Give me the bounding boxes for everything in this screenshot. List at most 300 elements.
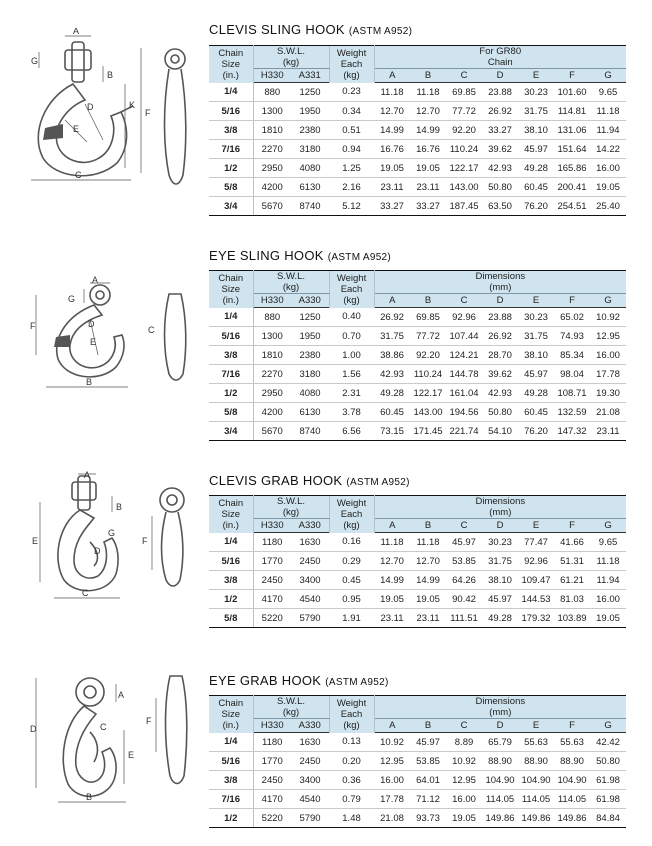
table-cell: 2270 — [253, 140, 291, 159]
table-cell: 2270 — [253, 365, 291, 384]
table-cell: 61.98 — [590, 771, 626, 790]
table-cell: 30.23 — [518, 83, 554, 102]
table-cell: 114.81 — [554, 102, 590, 121]
table-cell: 1/2 — [209, 809, 253, 828]
table-row — [209, 809, 626, 828]
table-cell: 1/2 — [209, 384, 253, 403]
eye-sling-label-e: E — [90, 337, 97, 347]
table-cell: 2450 — [291, 752, 329, 771]
table-cell: 2380 — [291, 346, 329, 365]
table-cell: 53.85 — [446, 552, 482, 571]
clevis-sling-label-e: E — [73, 124, 80, 134]
table-cell: 1.48 — [329, 809, 374, 828]
section-standard: (ASTM A952) — [348, 26, 413, 37]
dim-col-header: D — [482, 69, 518, 83]
table-cell: 54.10 — [482, 422, 518, 441]
table-cell: 23.11 — [410, 609, 446, 628]
table-cell: 42.93 — [482, 384, 518, 403]
table-cell: 19.05 — [410, 159, 446, 178]
clevis-grab-label-e: E — [32, 536, 39, 546]
table-cell: 19.05 — [410, 590, 446, 609]
table-cell: 69.85 — [410, 308, 446, 327]
table-cell: 165.86 — [554, 159, 590, 178]
table-cell: 38.86 — [374, 346, 410, 365]
table-cell: 880 — [253, 83, 291, 102]
table-cell: 4200 — [253, 403, 291, 422]
table-cell: 1250 — [291, 308, 329, 327]
table-cell: 12.70 — [374, 552, 410, 571]
table-cell: 108.71 — [554, 384, 590, 403]
table-cell: 16.76 — [410, 140, 446, 159]
chain-size-header: Chain Size (in.) — [209, 496, 253, 533]
swl-header: S.W.L. (kg) — [253, 496, 329, 519]
table-cell: 3400 — [291, 771, 329, 790]
eye-grab-hook-side-view — [140, 672, 195, 792]
table-cell: 5220 — [253, 609, 291, 628]
swl-col-header: A330 — [291, 519, 329, 533]
table-cell: 23.11 — [374, 178, 410, 197]
section-standard: (ASTM A952) — [327, 252, 392, 263]
table-cell: 26.92 — [482, 327, 518, 346]
table-cell: 30.23 — [518, 308, 554, 327]
eye-sling-label-c: C — [148, 325, 155, 335]
table-cell: 179.32 — [518, 609, 554, 628]
table-cell: 4540 — [291, 590, 329, 609]
swl-col-header: H330 — [253, 719, 291, 733]
swl-col-header: A330 — [291, 294, 329, 308]
swl-col-header: A331 — [291, 69, 329, 83]
table-cell: 50.80 — [482, 403, 518, 422]
eye-sling-label-d: D — [88, 319, 95, 329]
table-cell: 45.97 — [518, 140, 554, 159]
table-cell: 92.20 — [446, 121, 482, 140]
table-cell: 14.99 — [374, 121, 410, 140]
table-cell: 104.90 — [554, 771, 590, 790]
table-cell: 7/16 — [209, 140, 253, 159]
table-cell: 2380 — [291, 121, 329, 140]
table-cell: 17.78 — [590, 365, 626, 384]
table-cell: 8.89 — [446, 733, 482, 752]
table-cell: 104.90 — [518, 771, 554, 790]
table-cell: 0.16 — [329, 533, 374, 552]
table-row — [209, 790, 626, 809]
table-cell: 88.90 — [518, 752, 554, 771]
dim-col-header: G — [590, 719, 626, 733]
table-cell: 143.00 — [446, 178, 482, 197]
dim-col-header: F — [554, 719, 590, 733]
table-cell: 0.23 — [329, 83, 374, 102]
table-cell: 49.28 — [518, 159, 554, 178]
table-cell: 5790 — [291, 809, 329, 828]
dimensions-header: Dimensions (mm) — [374, 496, 626, 519]
table-cell: 1950 — [291, 327, 329, 346]
table-cell: 69.85 — [446, 83, 482, 102]
table-cell: 0.79 — [329, 790, 374, 809]
table-cell: 1810 — [253, 346, 291, 365]
table-cell: 26.92 — [374, 308, 410, 327]
table-cell: 38.10 — [482, 571, 518, 590]
section-title-text: EYE GRAB HOOK — [209, 673, 322, 688]
table-cell: 77.72 — [410, 327, 446, 346]
table-cell: 16.00 — [590, 346, 626, 365]
table-cell: 8740 — [291, 422, 329, 441]
table-cell: 3/8 — [209, 121, 253, 140]
table-cell: 122.17 — [410, 384, 446, 403]
table-cell: 12.95 — [374, 752, 410, 771]
table-cell: 11.18 — [590, 102, 626, 121]
eye-grab-label-d: D — [30, 724, 37, 734]
table-cell: 12.70 — [410, 552, 446, 571]
table-cell: 33.27 — [482, 121, 518, 140]
table-cell: 1/2 — [209, 590, 253, 609]
table-cell: 1300 — [253, 327, 291, 346]
dim-col-header: E — [518, 519, 554, 533]
table-cell: 16.00 — [590, 159, 626, 178]
dim-col-header: A — [374, 294, 410, 308]
table-cell: 144.78 — [446, 365, 482, 384]
table-cell: 23.11 — [374, 609, 410, 628]
eye-grab-label-a: A — [118, 690, 125, 700]
clevis-grab-label-g: G — [108, 528, 116, 538]
table-cell: 2.16 — [329, 178, 374, 197]
table-cell: 64.01 — [410, 771, 446, 790]
table-cell: 92.20 — [410, 346, 446, 365]
dim-col-header: A — [374, 69, 410, 83]
table-cell: 1180 — [253, 733, 291, 752]
table-cell: 5/16 — [209, 552, 253, 571]
table-cell: 45.97 — [482, 590, 518, 609]
table-cell: 16.00 — [590, 590, 626, 609]
table-cell: 11.18 — [590, 552, 626, 571]
table-cell: 11.18 — [374, 533, 410, 552]
table-cell: 111.51 — [446, 609, 482, 628]
dim-col-header: B — [410, 519, 446, 533]
table-cell: 6.56 — [329, 422, 374, 441]
dim-col-header: E — [518, 69, 554, 83]
eye-grab-label-b: B — [86, 792, 93, 802]
table-cell: 19.05 — [374, 159, 410, 178]
table-cell: 50.80 — [482, 178, 518, 197]
table-cell: 31.75 — [482, 552, 518, 571]
table-cell: 4200 — [253, 178, 291, 197]
table-cell: 76.20 — [518, 422, 554, 441]
table-cell: 33.27 — [374, 197, 410, 216]
table-cell: 88.90 — [554, 752, 590, 771]
table-cell: 5/16 — [209, 327, 253, 346]
clevis-grab-label-d: D — [94, 546, 101, 556]
table-cell: 221.74 — [446, 422, 482, 441]
table-cell: 4080 — [291, 159, 329, 178]
clevis-sling-label-d: D — [87, 102, 94, 112]
table-row — [209, 771, 626, 790]
table-cell: 77.47 — [518, 533, 554, 552]
table-cell: 2450 — [253, 771, 291, 790]
table-cell: 187.45 — [446, 197, 482, 216]
table-cell: 63.50 — [482, 197, 518, 216]
table-cell: 4170 — [253, 590, 291, 609]
table-cell: 49.28 — [374, 384, 410, 403]
table-cell: 11.18 — [410, 83, 446, 102]
table-cell: 16.00 — [374, 771, 410, 790]
table-cell: 5670 — [253, 197, 291, 216]
table-cell: 31.75 — [518, 327, 554, 346]
table-cell: 0.34 — [329, 102, 374, 121]
table-cell: 84.84 — [590, 809, 626, 828]
chain-size-header: Chain Size (in.) — [209, 696, 253, 733]
table-cell: 3.78 — [329, 403, 374, 422]
table-cell: 122.17 — [446, 159, 482, 178]
table-cell: 104.90 — [482, 771, 518, 790]
table-cell: 5790 — [291, 609, 329, 628]
eye-grab-label-e: E — [128, 750, 135, 760]
table-cell: 31.75 — [374, 327, 410, 346]
table-cell: 3400 — [291, 571, 329, 590]
table-cell: 171.45 — [410, 422, 446, 441]
table-cell: 45.97 — [518, 365, 554, 384]
table-cell: 14.99 — [410, 571, 446, 590]
table-cell: 0.51 — [329, 121, 374, 140]
table-cell: 7/16 — [209, 790, 253, 809]
table-cell: 1630 — [291, 733, 329, 752]
table-cell: 110.24 — [446, 140, 482, 159]
table-cell: 1.25 — [329, 159, 374, 178]
table-cell: 45.97 — [446, 533, 482, 552]
eye-sling-label-a: A — [92, 275, 99, 285]
table-cell: 0.13 — [329, 733, 374, 752]
table-cell: 3/8 — [209, 771, 253, 790]
clevis-sling-label-g: G — [31, 56, 39, 66]
table-cell: 55.63 — [518, 733, 554, 752]
table-cell: 21.08 — [590, 403, 626, 422]
table-cell: 92.96 — [446, 308, 482, 327]
dim-col-header: F — [554, 519, 590, 533]
table-cell: 2450 — [291, 552, 329, 571]
table-cell: 93.73 — [410, 809, 446, 828]
dim-col-header: C — [446, 719, 482, 733]
dim-col-header: B — [410, 69, 446, 83]
table-cell: 149.86 — [482, 809, 518, 828]
table-cell: 107.44 — [446, 327, 482, 346]
table-cell: 28.70 — [482, 346, 518, 365]
swl-col-header: H330 — [253, 294, 291, 308]
table-cell: 41.66 — [554, 533, 590, 552]
table-cell: 45.97 — [410, 733, 446, 752]
table-cell: 194.56 — [446, 403, 482, 422]
table-cell: 1/2 — [209, 159, 253, 178]
table-cell: 1/4 — [209, 733, 253, 752]
table-cell: 114.05 — [554, 790, 590, 809]
table-cell: 1770 — [253, 552, 291, 571]
table-cell: 30.23 — [482, 533, 518, 552]
table-cell: 110.24 — [410, 365, 446, 384]
table-cell: 109.47 — [518, 571, 554, 590]
table-cell: 12.95 — [590, 327, 626, 346]
table-row — [209, 752, 626, 771]
table-cell: 2.31 — [329, 384, 374, 403]
table-cell: 73.15 — [374, 422, 410, 441]
dim-col-header: B — [410, 294, 446, 308]
chain-size-header: Chain Size (in.) — [209, 46, 253, 83]
section-standard: (ASTM A952) — [325, 677, 389, 688]
swl-header: S.W.L. (kg) — [253, 696, 329, 719]
swl-col-header: H330 — [253, 69, 291, 83]
table-cell: 147.32 — [554, 422, 590, 441]
table-cell: 10.92 — [374, 733, 410, 752]
table-cell: 1250 — [291, 83, 329, 102]
clevis-grab-label-c: C — [82, 588, 89, 598]
table-cell: 14.22 — [590, 140, 626, 159]
table-cell: 5/8 — [209, 403, 253, 422]
table-cell: 161.04 — [446, 384, 482, 403]
dim-col-header: B — [410, 719, 446, 733]
dim-col-header: C — [446, 519, 482, 533]
table-cell: 149.86 — [518, 809, 554, 828]
table-cell: 42.42 — [590, 733, 626, 752]
table-cell: 1.00 — [329, 346, 374, 365]
table-cell: 143.00 — [410, 403, 446, 422]
table-cell: 144.53 — [518, 590, 554, 609]
table-cell: 5220 — [253, 809, 291, 828]
table-cell: 25.40 — [590, 197, 626, 216]
table-cell: 12.70 — [374, 102, 410, 121]
table-cell: 77.72 — [446, 102, 482, 121]
table-cell: 38.10 — [518, 346, 554, 365]
table-cell: 9.65 — [590, 533, 626, 552]
table-cell: 60.45 — [518, 403, 554, 422]
dim-col-header: C — [446, 69, 482, 83]
table-cell: 0.20 — [329, 752, 374, 771]
table-cell: 65.79 — [482, 733, 518, 752]
table-cell: 12.95 — [446, 771, 482, 790]
dim-col-header: A — [374, 719, 410, 733]
weight-header: Weight Each (kg) — [329, 271, 374, 308]
table-cell: 880 — [253, 308, 291, 327]
table-cell: 4080 — [291, 384, 329, 403]
weight-header: Weight Each (kg) — [329, 496, 374, 533]
table-cell: 14.99 — [410, 121, 446, 140]
eye-sling-label-b: B — [86, 377, 93, 387]
table-cell: 92.96 — [518, 552, 554, 571]
table-cell: 85.34 — [554, 346, 590, 365]
table-cell: 5/16 — [209, 102, 253, 121]
table-cell: 98.04 — [554, 365, 590, 384]
table-cell: 5/8 — [209, 178, 253, 197]
table-cell: 132.59 — [554, 403, 590, 422]
table-cell: 0.29 — [329, 552, 374, 571]
table-cell: 0.45 — [329, 571, 374, 590]
dimensions-header: Dimensions (mm) — [374, 271, 626, 294]
table-cell: 1/4 — [209, 533, 253, 552]
clevis-sling-label-f: F — [145, 108, 151, 118]
table-cell: 0.95 — [329, 590, 374, 609]
table-cell: 6130 — [291, 178, 329, 197]
table-cell: 65.02 — [554, 308, 590, 327]
table-cell: 88.90 — [482, 752, 518, 771]
table-cell: 26.92 — [482, 102, 518, 121]
table-cell: 23.88 — [482, 308, 518, 327]
section-title-text: CLEVIS SLING HOOK — [209, 22, 345, 37]
table-cell: 3/8 — [209, 571, 253, 590]
table-cell: 1.91 — [329, 609, 374, 628]
dim-col-header: G — [590, 294, 626, 308]
dim-col-header: A — [374, 519, 410, 533]
table-cell: 61.98 — [590, 790, 626, 809]
table-cell: 3/8 — [209, 346, 253, 365]
table-cell: 53.85 — [410, 752, 446, 771]
dim-col-header: G — [590, 69, 626, 83]
table-cell: 131.06 — [554, 121, 590, 140]
table-cell: 124.21 — [446, 346, 482, 365]
eye-sling-label-g: G — [68, 294, 76, 304]
table-cell: 90.42 — [446, 590, 482, 609]
eye-grab-label-c: C — [100, 722, 107, 732]
table-cell: 1/4 — [209, 308, 253, 327]
table-cell: 1300 — [253, 102, 291, 121]
dimensions-header: Dimensions (mm) — [374, 696, 626, 719]
table-cell: 114.05 — [518, 790, 554, 809]
table-cell: 11.18 — [374, 83, 410, 102]
table-cell: 23.11 — [410, 178, 446, 197]
table-cell: 49.28 — [518, 384, 554, 403]
table-cell: 1810 — [253, 121, 291, 140]
dim-col-header: F — [554, 294, 590, 308]
chain-size-header: Chain Size (in.) — [209, 271, 253, 308]
table-cell: 11.18 — [410, 533, 446, 552]
table-cell: 1770 — [253, 752, 291, 771]
table-cell: 114.05 — [482, 790, 518, 809]
table-cell: 81.03 — [554, 590, 590, 609]
eye-sling-label-f: F — [30, 321, 36, 331]
table-cell: 64.26 — [446, 571, 482, 590]
table-cell: 151.64 — [554, 140, 590, 159]
table-cell: 60.45 — [518, 178, 554, 197]
section-standard: (ASTM A952) — [346, 477, 410, 488]
table-cell: 5/16 — [209, 752, 253, 771]
table-cell: 60.45 — [374, 403, 410, 422]
table-cell: 11.94 — [590, 571, 626, 590]
table-cell: 42.93 — [482, 159, 518, 178]
table-cell: 101.60 — [554, 83, 590, 102]
table-cell: 31.75 — [518, 102, 554, 121]
table-cell: 5/8 — [209, 609, 253, 628]
weight-header: Weight Each (kg) — [329, 696, 374, 733]
table-cell: 71.12 — [410, 790, 446, 809]
table-cell: 12.70 — [410, 102, 446, 121]
table-cell: 4540 — [291, 790, 329, 809]
dim-col-header: D — [482, 719, 518, 733]
table-cell: 11.94 — [590, 121, 626, 140]
eye-grab-hook-drawing — [28, 670, 148, 820]
table-cell: 23.11 — [590, 422, 626, 441]
clevis-sling-label-k: K — [129, 100, 136, 110]
table-cell: 1950 — [291, 102, 329, 121]
table-cell: 2950 — [253, 159, 291, 178]
swl-header: S.W.L. (kg) — [253, 271, 329, 294]
table-cell: 0.70 — [329, 327, 374, 346]
swl-header: S.W.L. (kg) — [253, 46, 329, 69]
table-cell: 5.12 — [329, 197, 374, 216]
table-cell: 6130 — [291, 403, 329, 422]
table-cell: 0.36 — [329, 771, 374, 790]
table-cell: 39.62 — [482, 140, 518, 159]
table-cell: 55.63 — [554, 733, 590, 752]
table-cell: 16.76 — [374, 140, 410, 159]
dim-col-header: G — [590, 519, 626, 533]
table-cell: 8740 — [291, 197, 329, 216]
table-row — [209, 733, 626, 752]
table-cell: 51.31 — [554, 552, 590, 571]
table-cell: 19.30 — [590, 384, 626, 403]
